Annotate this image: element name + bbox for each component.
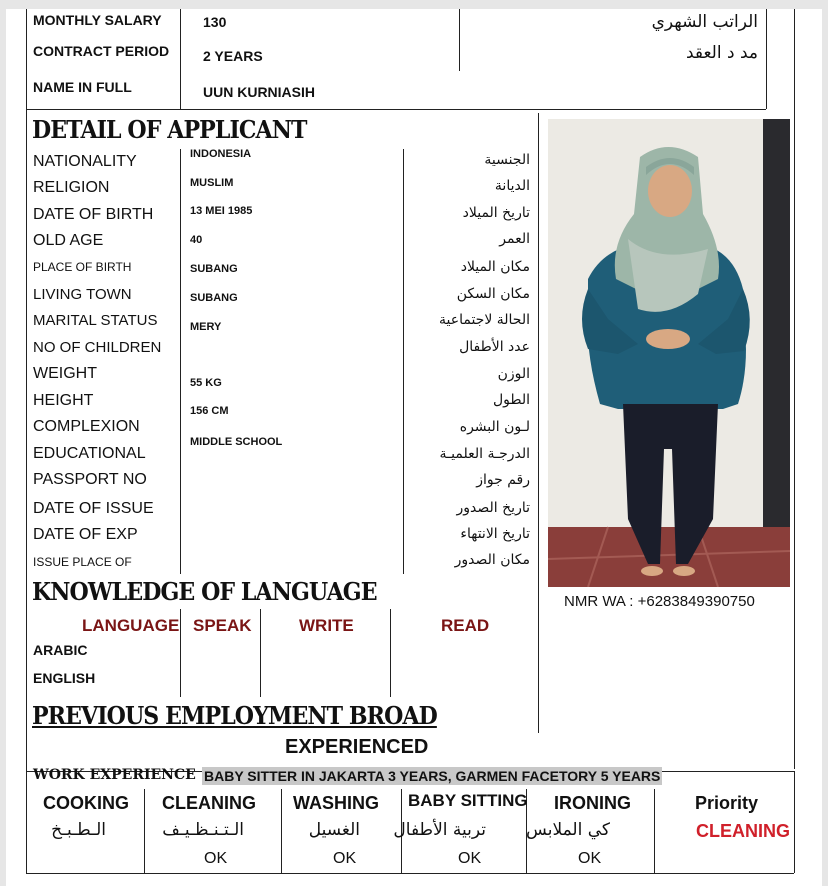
applicant-title: DETAIL OF APPLICANT bbox=[32, 115, 307, 144]
salary-label: MONTHLY SALARY bbox=[33, 12, 162, 28]
height-label: HEIGHT bbox=[33, 392, 94, 409]
nationality-label-ar: الجنسية bbox=[484, 152, 530, 168]
skill-ironing-status: OK bbox=[578, 850, 602, 867]
children-label: NO OF CHILDREN bbox=[33, 339, 162, 356]
frame-line bbox=[26, 109, 766, 110]
passport-label: PASSPORT NO bbox=[33, 471, 147, 488]
work-experience-label: WORK EXPERIENCE bbox=[33, 767, 196, 783]
language-english: ENGLISH bbox=[33, 670, 96, 686]
skill-cooking-ar: الـطـبـخ bbox=[51, 820, 106, 840]
issue-place-label: ISSUE PLACE OF bbox=[33, 555, 132, 569]
employment-title: PREVIOUS EMPLOYMENT BROAD bbox=[32, 701, 437, 730]
issue-date-label: DATE OF ISSUE bbox=[33, 500, 154, 517]
frame-line bbox=[459, 9, 460, 71]
frame-line bbox=[180, 9, 181, 109]
frame-line bbox=[260, 609, 261, 697]
skill-ironing: IRONING bbox=[554, 793, 632, 813]
frame-line bbox=[144, 789, 145, 873]
expiry-date-label: DATE OF EXP bbox=[33, 526, 138, 543]
issue-place-label-ar: مكان الصدور bbox=[454, 552, 530, 568]
contract-label-ar: مد د العقد bbox=[685, 43, 758, 63]
frame-line bbox=[538, 113, 539, 733]
marital-status-label-ar: الحالة لاجتماعية bbox=[439, 312, 530, 328]
language-title: KNOWLEDGE OF LANGUAGE bbox=[32, 577, 377, 606]
height-label-ar: الطول bbox=[492, 392, 530, 408]
skill-washing-ar: الغسيل bbox=[308, 820, 360, 840]
nationality-value: INDONESIA bbox=[190, 148, 252, 160]
skill-cleaning-ar: الـتـنـظـيـف bbox=[162, 820, 244, 840]
weight-label: WEIGHT bbox=[33, 365, 97, 382]
frame-line bbox=[26, 9, 27, 109]
application-form bbox=[6, 9, 822, 886]
weight-value: 55 KG bbox=[190, 377, 222, 389]
frame-line bbox=[794, 109, 795, 769]
living-town-label: LIVING TOWN bbox=[33, 286, 132, 303]
dob-value: 13 MEI 1985 bbox=[190, 205, 253, 217]
skill-baby-sitting: BABY SITTING bbox=[408, 791, 528, 810]
skill-washing-status: OK bbox=[333, 850, 357, 867]
priority-value: CLEANING bbox=[696, 821, 790, 841]
age-value: 40 bbox=[190, 234, 203, 246]
passport-label-ar: رقم جواز bbox=[476, 472, 530, 488]
salary-label-ar: الراتب الشهري bbox=[651, 12, 758, 32]
issue-date-label-ar: تاريخ الصدور bbox=[456, 500, 530, 516]
skill-cleaning-status: OK bbox=[204, 850, 228, 867]
education-label-ar: الدرجـة العلميـة bbox=[439, 446, 530, 462]
religion-value: MUSLIM bbox=[190, 177, 234, 189]
contact-number: NMR WA : +6283849390750 bbox=[564, 593, 755, 610]
frame-line bbox=[26, 771, 27, 873]
frame-line bbox=[766, 9, 767, 109]
language-arabic: ARABIC bbox=[33, 642, 88, 658]
age-label-ar: العمر bbox=[499, 231, 530, 247]
skill-baby-sitting-ar: تربية الأطفال bbox=[393, 820, 486, 840]
frame-line bbox=[794, 771, 795, 873]
language-header-language: LANGUAGE bbox=[82, 616, 180, 635]
nationality-label: NATIONALITY bbox=[33, 153, 137, 170]
weight-label-ar: الوزن bbox=[497, 366, 530, 382]
children-label-ar: عدد الأطفال bbox=[459, 339, 530, 355]
name-value: UUN KURNIASIH bbox=[203, 84, 315, 100]
skill-cooking: COOKING bbox=[43, 793, 130, 813]
priority-label: Priority bbox=[695, 793, 759, 813]
frame-line bbox=[794, 9, 795, 109]
dob-label-ar: تاريخ الميلاد bbox=[462, 205, 530, 221]
complexion-label-ar: لـون البشره bbox=[459, 419, 530, 435]
living-town-value: SUBANG bbox=[190, 292, 238, 304]
place-of-birth-value: SUBANG bbox=[190, 263, 238, 275]
language-header-speak: SPEAK bbox=[193, 616, 252, 635]
skill-ironing-ar: كي الملابس bbox=[526, 820, 610, 840]
skill-baby-sitting-status: OK bbox=[458, 850, 482, 867]
expiry-date-label-ar: تاريخ الانتهاء bbox=[460, 526, 530, 542]
marital-status-label: MARITAL STATUS bbox=[33, 312, 158, 329]
frame-line bbox=[390, 609, 391, 697]
living-town-label-ar: مكان السكن bbox=[456, 286, 530, 302]
language-header-read: READ bbox=[441, 616, 490, 635]
contract-label: CONTRACT PERIOD bbox=[33, 43, 170, 59]
dob-label: DATE OF BIRTH bbox=[33, 206, 154, 223]
name-label: NAME IN FULL bbox=[33, 79, 132, 95]
applicant-photo bbox=[548, 119, 790, 587]
contract-value: 2 YEARS bbox=[203, 48, 263, 64]
religion-label: RELIGION bbox=[33, 179, 110, 196]
experienced-label: EXPERIENCED bbox=[285, 736, 429, 758]
frame-line bbox=[26, 109, 27, 771]
frame-line bbox=[403, 149, 404, 574]
frame-line bbox=[26, 873, 794, 874]
education-label: EDUCATIONAL bbox=[33, 445, 146, 462]
work-experience-value: BABY SITTER IN JAKARTA 3 YEARS, GARMEN FACETORY 5 YEARS bbox=[204, 768, 661, 784]
skill-washing: WASHING bbox=[293, 793, 380, 813]
frame-line bbox=[654, 789, 655, 873]
frame-line bbox=[180, 609, 181, 697]
marital-status-value: MERY bbox=[190, 321, 222, 333]
complexion-label: COMPLEXION bbox=[33, 418, 140, 435]
age-label: OLD AGE bbox=[33, 232, 104, 249]
language-header-write: WRITE bbox=[299, 616, 354, 635]
education-value: MIDDLE SCHOOL bbox=[190, 436, 283, 448]
skill-cleaning: CLEANING bbox=[162, 793, 256, 813]
salary-value: 130 bbox=[203, 14, 227, 30]
frame-line bbox=[180, 149, 181, 574]
religion-label-ar: الديانة bbox=[494, 178, 530, 194]
frame-line bbox=[281, 789, 282, 873]
place-of-birth-label-ar: مكان الميلاد bbox=[460, 259, 530, 275]
place-of-birth-label: PLACE OF BIRTH bbox=[33, 260, 132, 274]
height-value: 156 CM bbox=[190, 405, 229, 417]
